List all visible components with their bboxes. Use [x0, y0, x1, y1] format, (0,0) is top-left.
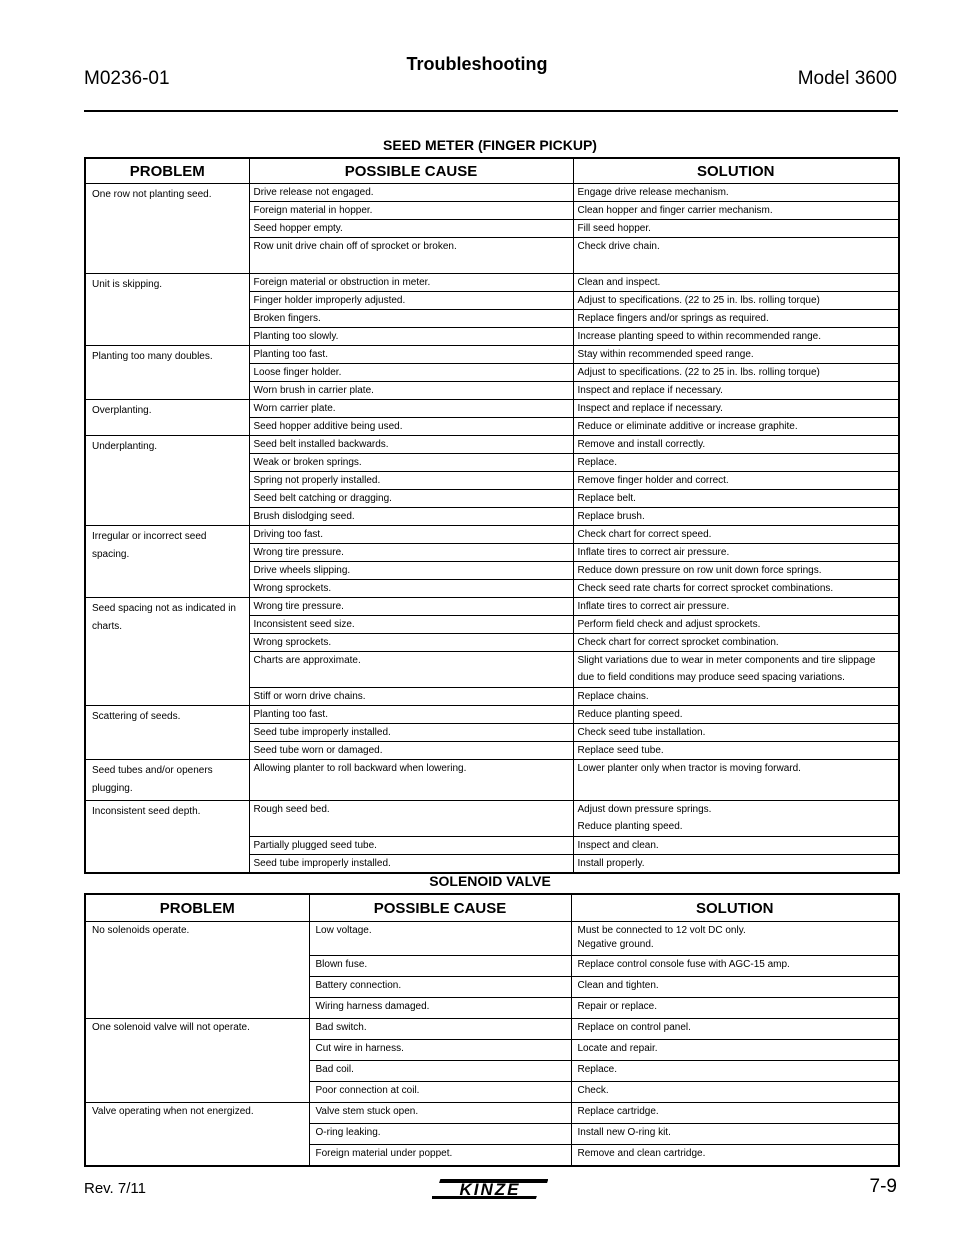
solution-cell: Adjust to specifications. (22 to 25 in. lbs. rolling torque) [573, 364, 899, 382]
cause-cell: Rough seed bed. [249, 801, 573, 837]
cause-cell: Battery connection. [309, 977, 571, 998]
solution-cell: Check. [571, 1082, 899, 1103]
cause-cell: Broken fingers. [249, 310, 573, 328]
column-header-solution: SOLUTION [573, 158, 899, 184]
solution-cell: Replace. [571, 1061, 899, 1082]
section-title-solenoid-valve: SOLENOID VALVE [429, 873, 551, 889]
cause-cell: Foreign material under poppet. [309, 1145, 571, 1166]
cause-cell: Spring not properly installed. [249, 472, 573, 490]
table-row [85, 400, 899, 418]
solution-cell: Adjust to specifications. (22 to 25 in. lbs. rolling torque) [573, 292, 899, 310]
solution-cell: Fill seed hopper. [573, 220, 899, 238]
problem-cell: Scattering of seeds. [85, 706, 249, 760]
cause-cell: Bad switch. [309, 1019, 571, 1040]
cause-cell: Inconsistent seed size. [249, 616, 573, 634]
section-title-seed-meter: SEED METER (FINGER PICKUP) [383, 137, 597, 153]
solution-cell: Replace cartridge. [571, 1103, 899, 1124]
column-header-solution: SOLUTION [571, 894, 899, 922]
table-row [85, 274, 899, 292]
problem-cell: Planting too many doubles. [85, 346, 249, 400]
cause-cell: Drive wheels slipping. [249, 562, 573, 580]
cause-cell: Blown fuse. [309, 956, 571, 977]
solution-cell: Remove and install correctly. [573, 436, 899, 454]
solution-cell: Check chart for correct sprocket combination. [573, 634, 899, 652]
problem-cell: Unit is skipping. [85, 274, 249, 346]
cause-cell: Seed tube improperly installed. [249, 724, 573, 742]
problem-cell: Seed spacing not as indicated in charts. [85, 598, 249, 706]
solution-cell: Replace belt. [573, 490, 899, 508]
problem-cell: One solenoid valve will not operate. [85, 1019, 309, 1103]
cause-cell: Low voltage. [309, 922, 571, 956]
cause-cell: Foreign material in hopper. [249, 202, 573, 220]
column-header-problem: PROBLEM [85, 158, 249, 184]
problem-cell: One row not planting seed. [85, 184, 249, 274]
solution-cell: Engage drive release mechanism. [573, 184, 899, 202]
solution-cell: Clean hopper and finger carrier mechanism. [573, 202, 899, 220]
seed-meter-table [84, 157, 900, 874]
column-header-possible-cause: POSSIBLE CAUSE [309, 894, 571, 922]
table-row [85, 922, 899, 956]
kinze-logo [432, 1174, 548, 1204]
cause-cell: Cut wire in harness. [309, 1040, 571, 1061]
solution-cell: Repair or replace. [571, 998, 899, 1019]
solution-cell: Replace brush. [573, 508, 899, 526]
cause-cell: Planting too fast. [249, 346, 573, 364]
solution-cell: Increase planting speed to within recommended range. [573, 328, 899, 346]
cause-cell: Poor connection at coil. [309, 1082, 571, 1103]
cause-cell: Worn brush in carrier plate. [249, 382, 573, 400]
cause-cell: Wiring harness damaged. [309, 998, 571, 1019]
table-row [85, 801, 899, 837]
problem-cell: Underplanting. [85, 436, 249, 526]
solution-cell: Check seed rate charts for correct sprocket combinations. [573, 580, 899, 598]
cause-cell: Valve stem stuck open. [309, 1103, 571, 1124]
column-header-possible-cause: POSSIBLE CAUSE [249, 158, 573, 184]
problem-cell: Inconsistent seed depth. [85, 801, 249, 874]
cause-cell: Seed belt catching or dragging. [249, 490, 573, 508]
cause-cell: Seed tube improperly installed. [249, 855, 573, 874]
table-row [85, 1103, 899, 1124]
cause-cell: Wrong sprockets. [249, 580, 573, 598]
problem-cell: No solenoids operate. [85, 922, 309, 1019]
table-row [85, 436, 899, 454]
solution-cell: Remove finger holder and correct. [573, 472, 899, 490]
solution-cell: Replace chains. [573, 688, 899, 706]
cause-cell: O-ring leaking. [309, 1124, 571, 1145]
column-header-problem: PROBLEM [85, 894, 309, 922]
cause-cell: Wrong tire pressure. [249, 598, 573, 616]
cause-cell: Finger holder improperly adjusted. [249, 292, 573, 310]
table-row [85, 184, 899, 202]
solution-cell: Lower planter only when tractor is moving forward. [573, 760, 899, 801]
problem-cell: Seed tubes and/or openers plugging. [85, 760, 249, 801]
solution-cell: Must be connected to 12 volt DC only. Negative ground. [571, 922, 899, 956]
page-title: Troubleshooting [406, 54, 548, 74]
cause-cell: Stiff or worn drive chains. [249, 688, 573, 706]
solution-cell: Reduce planting speed. [573, 706, 899, 724]
cause-cell: Charts are approximate. [249, 652, 573, 688]
solution-cell: Inspect and replace if necessary. [573, 382, 899, 400]
logo-text: KINZE [459, 1180, 521, 1199]
model-label: Model 3600 [797, 68, 897, 89]
cause-cell: Planting too fast. [249, 706, 573, 724]
problem-cell: Overplanting. [85, 400, 249, 436]
cause-cell: Weak or broken springs. [249, 454, 573, 472]
cause-cell: Brush dislodging seed. [249, 508, 573, 526]
solution-cell: Clean and inspect. [573, 274, 899, 292]
solution-cell: Replace fingers and/or springs as required. [573, 310, 899, 328]
cause-cell: Row unit drive chain off of sprocket or broken. [249, 238, 573, 274]
table-row [85, 346, 899, 364]
solution-cell: Replace seed tube. [573, 742, 899, 760]
solenoid-valve-table [84, 893, 900, 1167]
cause-cell: Foreign material or obstruction in meter. [249, 274, 573, 292]
table-row [85, 526, 899, 544]
solution-cell: Stay within recommended speed range. [573, 346, 899, 364]
cause-cell: Wrong sprockets. [249, 634, 573, 652]
cause-cell: Seed belt installed backwards. [249, 436, 573, 454]
problem-cell: Valve operating when not energized. [85, 1103, 309, 1166]
page-number: 7-9 [869, 1176, 897, 1197]
table-row [85, 706, 899, 724]
solution-cell: Check seed tube installation. [573, 724, 899, 742]
revision-label: Rev. 7/11 [84, 1180, 146, 1197]
cause-cell: Seed hopper additive being used. [249, 418, 573, 436]
cause-cell: Drive release not engaged. [249, 184, 573, 202]
cause-cell: Allowing planter to roll backward when lowering. [249, 760, 573, 801]
cause-cell: Bad coil. [309, 1061, 571, 1082]
cause-cell: Driving too fast. [249, 526, 573, 544]
solution-cell: Replace control console fuse with AGC-15 amp. [571, 956, 899, 977]
solution-cell: Perform field check and adjust sprockets. [573, 616, 899, 634]
solution-cell: Inflate tires to correct air pressure. [573, 598, 899, 616]
table-row [85, 760, 899, 801]
solution-cell: Reduce or eliminate additive or increase graphite. [573, 418, 899, 436]
table-row [85, 1019, 899, 1040]
cause-cell: Seed hopper empty. [249, 220, 573, 238]
header-rule [84, 110, 898, 112]
solution-cell: Check drive chain. [573, 238, 899, 274]
cause-cell: Planting too slowly. [249, 328, 573, 346]
problem-cell: Irregular or incorrect seed spacing. [85, 526, 249, 598]
solution-cell: Slight variations due to wear in meter components and tire slippage due to field conditions may produce seed spacing variations. [573, 652, 899, 688]
cause-cell: Seed tube worn or damaged. [249, 742, 573, 760]
solution-cell: Clean and tighten. [571, 977, 899, 998]
solution-cell: Install properly. [573, 855, 899, 874]
solution-cell: Inspect and replace if necessary. [573, 400, 899, 418]
cause-cell: Partially plugged seed tube. [249, 837, 573, 855]
cause-cell: Loose finger holder. [249, 364, 573, 382]
solution-cell: Reduce down pressure on row unit down force springs. [573, 562, 899, 580]
solution-cell: Install new O-ring kit. [571, 1124, 899, 1145]
cause-cell: Wrong tire pressure. [249, 544, 573, 562]
solution-cell: Remove and clean cartridge. [571, 1145, 899, 1166]
solution-cell: Replace on control panel. [571, 1019, 899, 1040]
solution-cell: Adjust down pressure springs. Reduce planting speed. [573, 801, 899, 837]
solution-cell: Check chart for correct speed. [573, 526, 899, 544]
doc-number: M0236-01 [84, 68, 170, 89]
solution-cell: Inspect and clean. [573, 837, 899, 855]
table-row [85, 598, 899, 616]
solution-cell: Inflate tires to correct air pressure. [573, 544, 899, 562]
solution-cell: Locate and repair. [571, 1040, 899, 1061]
solution-cell: Replace. [573, 454, 899, 472]
cause-cell: Worn carrier plate. [249, 400, 573, 418]
